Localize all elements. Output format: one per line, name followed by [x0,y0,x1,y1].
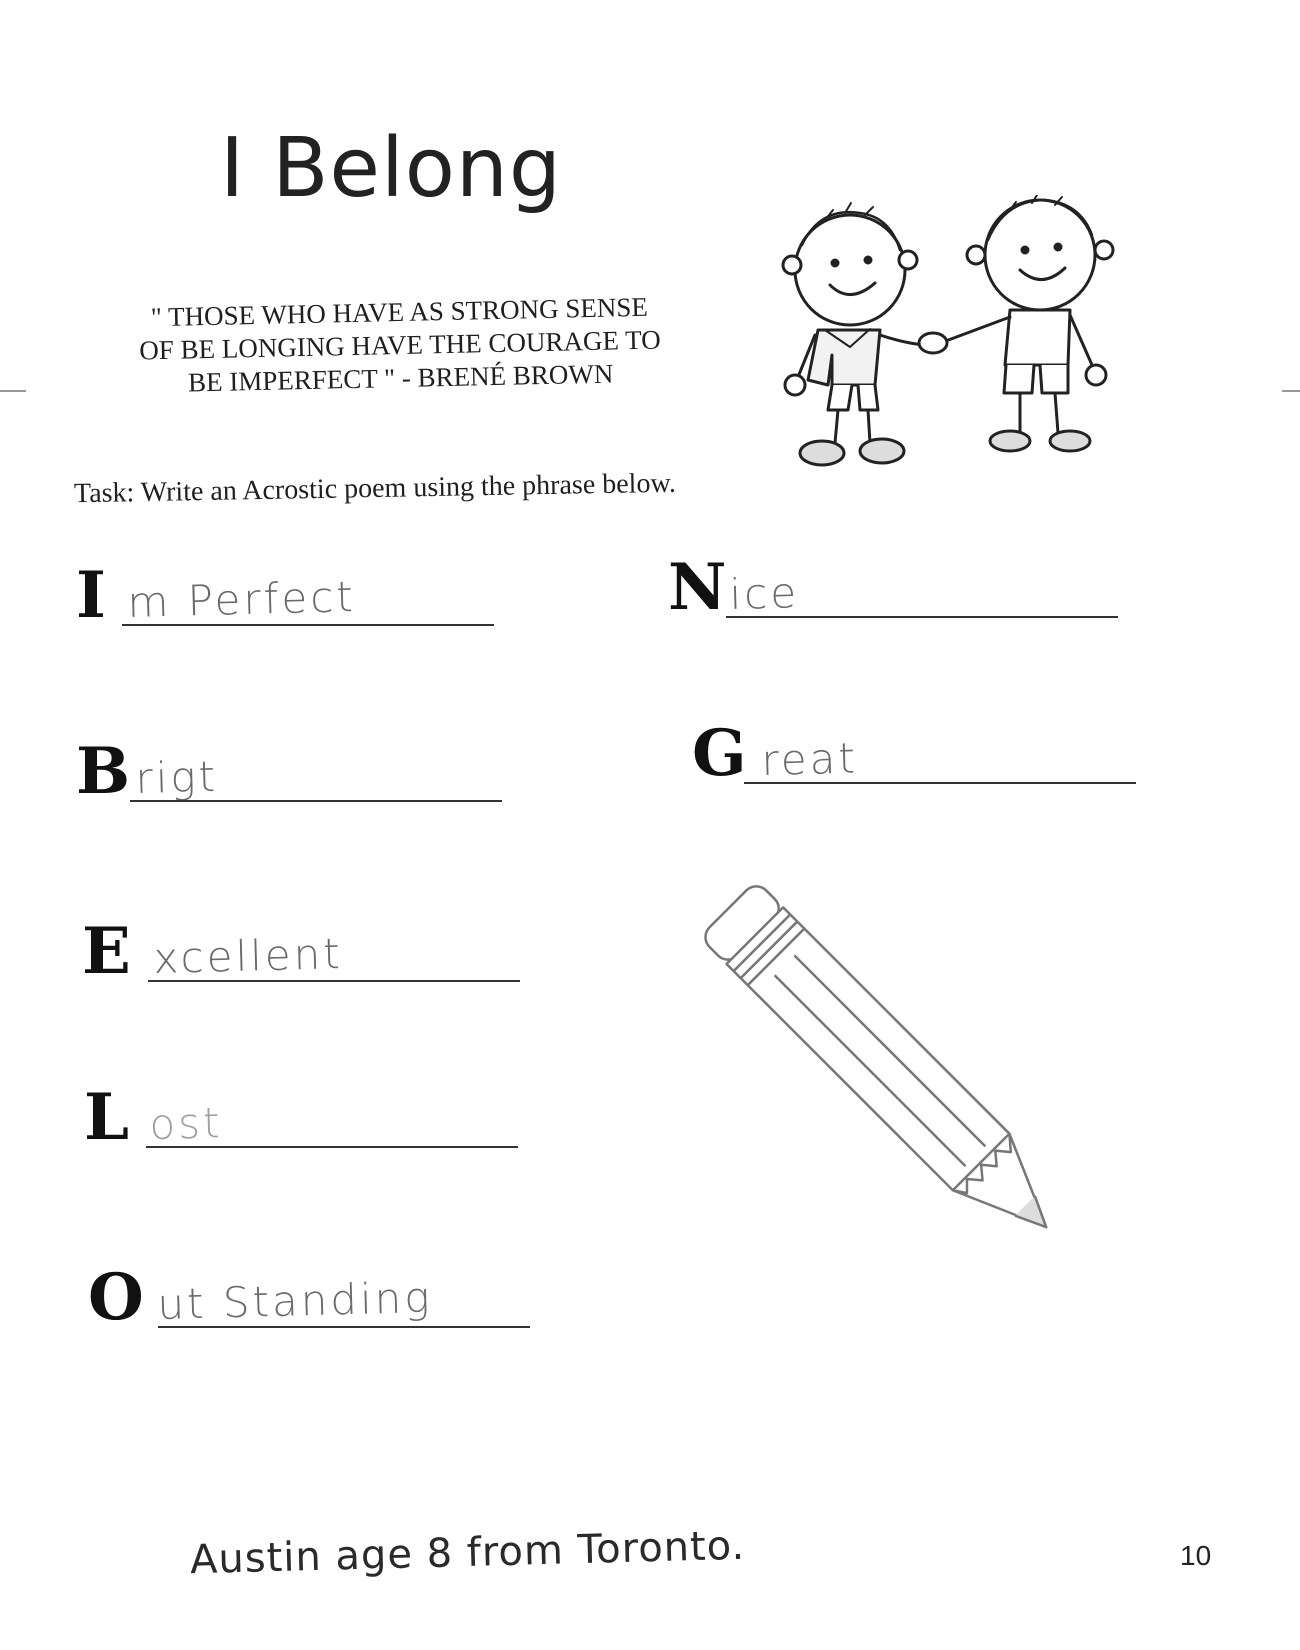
acrostic-letter: G [692,716,747,791]
acrostic-row-i [76,548,506,633]
answer-line [122,624,494,626]
acrostic-row-l [84,1070,544,1155]
acrostic-letter: E [82,914,131,989]
quote-line: BE IMPERFECT " - BRENÉ BROWN [187,358,614,398]
acrostic-answer: m Perfect [126,572,357,627]
answer-line [726,616,1118,618]
answer-line [130,800,502,802]
acrostic-letter: I [76,558,106,633]
quote-line: OF BE LONGING HAVE THE COURAGE TO [138,324,662,366]
page-title: I Belong [220,121,562,216]
acrostic-row-e [82,904,542,989]
answer-line [146,1146,518,1148]
margin-mark [0,390,26,392]
acrostic-row-g [692,706,1142,791]
task-instruction: Task: Write an Acrostic poem using the phrase below. [73,467,677,510]
acrostic-letter: L [84,1080,129,1155]
acrostic-letter: N [668,550,727,625]
acrostic-letter: O [88,1260,144,1335]
acrostic-answer: reat [760,733,859,785]
acrostic-answer: xcellent [152,929,344,983]
two-kids-holding-hands-illustration [770,195,1150,495]
margin-mark [1282,390,1300,392]
page-number: 10 [1180,1540,1212,1571]
answer-line [158,1326,530,1328]
acrostic-answer: ost [148,1098,224,1149]
answer-line [148,980,520,982]
answer-line [744,782,1136,784]
quote [99,290,701,402]
acrostic-answer: rigt [134,751,219,803]
acrostic-row-n [668,540,1138,625]
acrostic-answer: ice [728,568,800,619]
acrostic-row-b [76,724,516,809]
pencil-illustration [680,870,1080,1280]
author-note: Austin age 8 from Toronto. [189,1522,746,1584]
acrostic-letter: B [76,734,131,809]
acrostic-answer: ut Standing [156,1272,434,1329]
quote-line: " THOSE WHO HAVE AS STRONG SENSE [150,291,649,333]
acrostic-row-o [88,1250,548,1335]
